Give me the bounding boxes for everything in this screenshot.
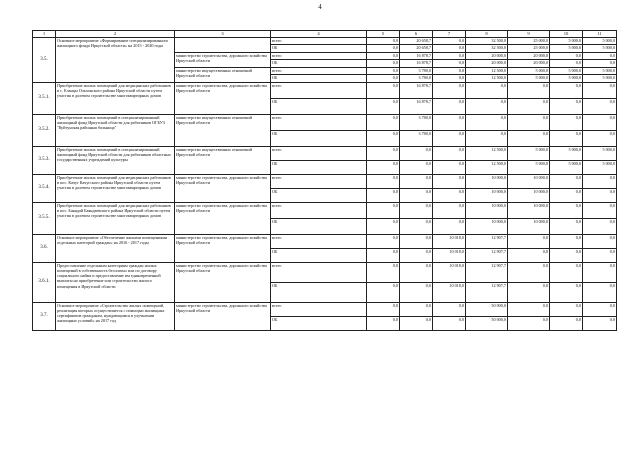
amount-cell: 0,0 xyxy=(508,114,550,130)
amount-cell: 10 000,0 xyxy=(508,174,550,188)
amount-cell: 0,0 xyxy=(367,60,400,68)
amount-cell: 20 658,7 xyxy=(400,37,433,45)
amount-cell: 0,0 xyxy=(367,248,400,262)
amount-cell: 0,0 xyxy=(550,282,583,302)
section-number: 3.5.2. xyxy=(33,114,56,146)
amount-cell: 0,0 xyxy=(400,160,433,174)
amount-cell: 0,0 xyxy=(583,60,617,68)
amount-cell: 5 000,0 xyxy=(550,37,583,45)
amount-cell: 3 780,0 xyxy=(400,114,433,130)
table-row xyxy=(33,114,617,130)
funding-level: всего xyxy=(271,234,367,248)
column-number: 3 xyxy=(175,31,271,38)
funding-level: ОБ xyxy=(271,160,367,174)
amount-cell: 0,0 xyxy=(367,174,400,188)
amount-cell: 0,0 xyxy=(550,130,583,146)
amount-cell: 0,0 xyxy=(367,282,400,302)
amount-cell: 10 000,0 xyxy=(466,202,508,218)
amount-cell: 0,0 xyxy=(433,75,466,83)
amount-cell: 0,0 xyxy=(400,234,433,248)
table-row xyxy=(33,146,617,160)
funding-level: ОБ xyxy=(271,130,367,146)
amount-cell: 25 000,0 xyxy=(508,45,550,53)
budget-table xyxy=(32,30,617,331)
amount-cell: 5 000,0 xyxy=(550,45,583,53)
section-name: Приобретение жилых помещений для медицинских работников в пос. Качуг Качугского района Иркутской области путем участия в долевом строительстве многоквартирных домов xyxy=(56,174,175,202)
amount-cell: 0,0 xyxy=(583,52,617,60)
funding-level: ОБ xyxy=(271,316,367,330)
section-number: 3.5.4. xyxy=(33,174,56,202)
funding-level: всего xyxy=(271,52,367,60)
amount-cell: 0,0 xyxy=(550,302,583,316)
column-number: 10 xyxy=(550,31,583,38)
section-number: 3.5.1. xyxy=(33,82,56,114)
funding-level: ОБ xyxy=(271,282,367,302)
section-number: 3.5.5. xyxy=(33,202,56,234)
funding-level: ОБ xyxy=(271,248,367,262)
amount-cell: 12 500,0 xyxy=(466,75,508,83)
amount-cell: 12 907,7 xyxy=(466,262,508,282)
amount-cell: 0,0 xyxy=(550,98,583,114)
amount-cell: 10 018,0 xyxy=(433,262,466,282)
column-number-row xyxy=(33,31,617,38)
amount-cell: 0,0 xyxy=(433,67,466,75)
funding-level: всего xyxy=(271,302,367,316)
amount-cell: 0,0 xyxy=(583,234,617,248)
funding-level: ОБ xyxy=(271,218,367,234)
amount-cell: 0,0 xyxy=(433,146,466,160)
table-body xyxy=(33,31,617,331)
amount-cell: 5 000,0 xyxy=(508,75,550,83)
amount-cell: 0,0 xyxy=(583,188,617,202)
amount-cell: 0,0 xyxy=(400,316,433,330)
amount-cell: 16 878,7 xyxy=(400,60,433,68)
amount-cell: 10 018,0 xyxy=(433,282,466,302)
amount-cell: 16 878,7 xyxy=(400,82,433,98)
amount-cell: 0,0 xyxy=(400,202,433,218)
executor: министерство строительства, дорожного хозяйства Иркутской области xyxy=(175,302,271,330)
amount-cell: 0,0 xyxy=(433,160,466,174)
amount-cell: 3 780,0 xyxy=(400,130,433,146)
amount-cell: 0,0 xyxy=(367,188,400,202)
amount-cell: 0,0 xyxy=(508,98,550,114)
amount-cell: 0,0 xyxy=(400,248,433,262)
amount-cell: 0,0 xyxy=(367,146,400,160)
table-row xyxy=(33,174,617,188)
amount-cell: 0,0 xyxy=(466,130,508,146)
amount-cell: 0,0 xyxy=(583,302,617,316)
amount-cell: 20 000,0 xyxy=(508,52,550,60)
amount-cell: 0,0 xyxy=(508,282,550,302)
amount-cell: 0,0 xyxy=(400,302,433,316)
amount-cell: 3 780,0 xyxy=(400,75,433,83)
amount-cell: 0,0 xyxy=(583,316,617,330)
funding-level: всего xyxy=(271,67,367,75)
executor: министерство строительства, дорожного хозяйства Иркутской области xyxy=(175,52,271,67)
executor: министерство строительства, дорожного хозяйства Иркутской области xyxy=(175,262,271,302)
amount-cell: 5 000,0 xyxy=(583,37,617,45)
column-number: 1 xyxy=(33,31,56,38)
table-row xyxy=(33,234,617,248)
amount-cell: 0,0 xyxy=(583,130,617,146)
executor: министерство имущественных отношений Иркутской области xyxy=(175,67,271,82)
amount-cell: 0,0 xyxy=(583,248,617,262)
amount-cell: 0,0 xyxy=(508,82,550,98)
amount-cell: 0,0 xyxy=(433,45,466,53)
amount-cell: 12 500,0 xyxy=(466,160,508,174)
amount-cell: 5 000,0 xyxy=(583,146,617,160)
amount-cell: 32 500,0 xyxy=(466,37,508,45)
table-row xyxy=(33,302,617,316)
column-number: 9 xyxy=(508,31,550,38)
amount-cell: 0,0 xyxy=(433,302,466,316)
amount-cell: 0,0 xyxy=(433,202,466,218)
section-name: Приобретение жилых помещений для медицинских работников в пос. Баяндай Баяндаевского района Иркутской области путем участия в долевом строительстве многоквартирных домов xyxy=(56,202,175,234)
amount-cell: 16 878,7 xyxy=(400,52,433,60)
amount-cell: 16 878,7 xyxy=(400,98,433,114)
amount-cell: 10 000,0 xyxy=(508,202,550,218)
section-number: 3.5.3. xyxy=(33,146,56,174)
amount-cell: 0,0 xyxy=(367,75,400,83)
funding-level: всего xyxy=(271,82,367,98)
amount-cell: 0,0 xyxy=(367,45,400,53)
executor: министерство строительства, дорожного хозяйства Иркутской области xyxy=(175,234,271,262)
amount-cell: 32 500,0 xyxy=(466,45,508,53)
amount-cell: 0,0 xyxy=(433,60,466,68)
amount-cell: 0,0 xyxy=(433,52,466,60)
section-name: Основное мероприятие «Обеспечение жилыми помещениями отдельных категорий граждан» на 2016 - 2017 годы xyxy=(56,234,175,262)
amount-cell: 0,0 xyxy=(550,52,583,60)
amount-cell: 0,0 xyxy=(550,248,583,262)
column-number: 8 xyxy=(466,31,508,38)
amount-cell: 0,0 xyxy=(583,114,617,130)
amount-cell: 0,0 xyxy=(550,234,583,248)
amount-cell: 12 907,7 xyxy=(466,234,508,248)
table-row xyxy=(33,82,617,98)
funding-level: ОБ xyxy=(271,188,367,202)
amount-cell: 5 000,0 xyxy=(508,160,550,174)
amount-cell: 0,0 xyxy=(367,218,400,234)
amount-cell: 0,0 xyxy=(583,202,617,218)
section-name: Приобретение жилых помещений в специализированный жилищный фонд Иркутской области для работников ОГБУЗ "Куйтунская районная больница" xyxy=(56,114,175,146)
amount-cell: 10 000,0 xyxy=(466,218,508,234)
funding-level: всего xyxy=(271,262,367,282)
amount-cell: 5 000,0 xyxy=(550,146,583,160)
section-number: 3.5. xyxy=(33,37,56,82)
column-number: 4 xyxy=(271,31,367,38)
amount-cell: 5 000,0 xyxy=(508,67,550,75)
funding-level: ОБ xyxy=(271,75,367,83)
amount-cell: 0,0 xyxy=(583,282,617,302)
amount-cell: 5 000,0 xyxy=(550,75,583,83)
amount-cell: 20 000,0 xyxy=(466,60,508,68)
amount-cell: 0,0 xyxy=(400,146,433,160)
amount-cell: 5 000,0 xyxy=(508,146,550,160)
table-row xyxy=(33,202,617,218)
amount-cell: 0,0 xyxy=(433,174,466,188)
amount-cell: 0,0 xyxy=(583,218,617,234)
column-number: 5 xyxy=(367,31,400,38)
amount-cell: 0,0 xyxy=(400,218,433,234)
amount-cell: 0,0 xyxy=(367,67,400,75)
column-number: 7 xyxy=(433,31,466,38)
amount-cell: 10 018,0 xyxy=(433,234,466,248)
amount-cell: 0,0 xyxy=(367,52,400,60)
amount-cell: 0,0 xyxy=(550,316,583,330)
amount-cell: 5 000,0 xyxy=(550,67,583,75)
funding-level: всего xyxy=(271,114,367,130)
funding-level: ОБ xyxy=(271,60,367,68)
amount-cell: 0,0 xyxy=(433,114,466,130)
section-name: Приобретение жилых помещений в специализированный жилищный фонд Иркутской области для работников областных государственных учреждений культуры xyxy=(56,146,175,174)
amount-cell: 0,0 xyxy=(466,114,508,130)
amount-cell: 0,0 xyxy=(433,316,466,330)
amount-cell: 0,0 xyxy=(550,60,583,68)
amount-cell: 0,0 xyxy=(433,37,466,45)
amount-cell: 12 907,7 xyxy=(466,248,508,262)
executor: министерство имущественных отношений Иркутской области xyxy=(175,146,271,174)
amount-cell: 25 000,0 xyxy=(508,37,550,45)
amount-cell: 10 000,0 xyxy=(466,188,508,202)
amount-cell: 0,0 xyxy=(367,160,400,174)
amount-cell: 10 018,0 xyxy=(433,248,466,262)
amount-cell: 5 000,0 xyxy=(583,75,617,83)
amount-cell: 0,0 xyxy=(367,82,400,98)
column-number: 11 xyxy=(583,31,617,38)
amount-cell: 20 000,0 xyxy=(508,60,550,68)
section-name: Основное мероприятие «Формирование специализированного жилищного фонда Иркутской области» на 2015 - 2020 годы xyxy=(56,37,175,82)
amount-cell: 3 780,0 xyxy=(400,67,433,75)
executor xyxy=(175,37,271,52)
amount-cell: 20 000,0 xyxy=(466,52,508,60)
column-number: 6 xyxy=(400,31,433,38)
executor: министерство строительства, дорожного хозяйства Иркутской области xyxy=(175,202,271,234)
section-name: Основное мероприятие «Строительство жилых помещений, реализация которых осуществляется с помощью жилищных сертификатов гражданам, нуждающимся в улучшении жилищных условий» на 2017 год xyxy=(56,302,175,330)
amount-cell: 0,0 xyxy=(508,302,550,316)
amount-cell: 0,0 xyxy=(550,262,583,282)
amount-cell: 5 000,0 xyxy=(550,160,583,174)
amount-cell: 50 000,0 xyxy=(466,302,508,316)
amount-cell: 0,0 xyxy=(508,234,550,248)
amount-cell: 0,0 xyxy=(508,316,550,330)
amount-cell: 0,0 xyxy=(367,262,400,282)
amount-cell: 0,0 xyxy=(508,130,550,146)
amount-cell: 10 000,0 xyxy=(466,174,508,188)
amount-cell: 10 000,0 xyxy=(508,188,550,202)
amount-cell: 0,0 xyxy=(466,98,508,114)
page-number: 4 xyxy=(318,3,322,11)
amount-cell: 0,0 xyxy=(367,302,400,316)
amount-cell: 0,0 xyxy=(400,262,433,282)
amount-cell: 5 000,0 xyxy=(583,45,617,53)
amount-cell: 0,0 xyxy=(508,248,550,262)
amount-cell: 12 500,0 xyxy=(466,146,508,160)
amount-cell: 0,0 xyxy=(433,188,466,202)
table-row xyxy=(33,37,617,45)
amount-cell: 0,0 xyxy=(367,114,400,130)
amount-cell: 0,0 xyxy=(583,262,617,282)
amount-cell: 50 000,0 xyxy=(466,316,508,330)
executor: министерство имущественных отношений Иркутской области xyxy=(175,114,271,146)
amount-cell: 20 658,7 xyxy=(400,45,433,53)
section-number: 3.6. xyxy=(33,234,56,262)
section-number: 3.7. xyxy=(33,302,56,330)
amount-cell: 0,0 xyxy=(583,98,617,114)
section-name: Приобретение жилых помещений для медицинских работников в с. Еланцы Ольхонского района Иркутской области путем участия в долевом строительстве многоквартирных домов xyxy=(56,82,175,114)
funding-level: ОБ xyxy=(271,45,367,53)
amount-cell: 0,0 xyxy=(433,130,466,146)
funding-level: всего xyxy=(271,174,367,188)
amount-cell: 0,0 xyxy=(400,188,433,202)
amount-cell: 0,0 xyxy=(367,316,400,330)
section-name: Предоставление отдельным категориям граждан жилых помещений в собственность бесплатно или по договору социального найма и предоставление им единовременной выплаты на приобретение или строительство жилого помещения в Иркутской области xyxy=(56,262,175,302)
amount-cell: 0,0 xyxy=(550,114,583,130)
amount-cell: 0,0 xyxy=(433,218,466,234)
amount-cell: 5 000,0 xyxy=(583,67,617,75)
column-number: 2 xyxy=(56,31,175,38)
amount-cell: 0,0 xyxy=(508,262,550,282)
amount-cell: 0,0 xyxy=(433,82,466,98)
funding-level: ОБ xyxy=(271,98,367,114)
amount-cell: 0,0 xyxy=(583,82,617,98)
amount-cell: 0,0 xyxy=(367,130,400,146)
amount-cell: 0,0 xyxy=(400,282,433,302)
amount-cell: 12 500,0 xyxy=(466,67,508,75)
amount-cell: 0,0 xyxy=(367,37,400,45)
amount-cell: 10 000,0 xyxy=(508,218,550,234)
amount-cell: 0,0 xyxy=(367,98,400,114)
amount-cell: 0,0 xyxy=(583,174,617,188)
executor: министерство строительства, дорожного хозяйства Иркутской области xyxy=(175,174,271,202)
section-number: 3.6.1. xyxy=(33,262,56,302)
amount-cell: 0,0 xyxy=(433,98,466,114)
amount-cell: 0,0 xyxy=(550,82,583,98)
amount-cell: 0,0 xyxy=(367,234,400,248)
amount-cell: 0,0 xyxy=(400,174,433,188)
amount-cell: 0,0 xyxy=(466,82,508,98)
table-row xyxy=(33,262,617,282)
amount-cell: 0,0 xyxy=(550,188,583,202)
funding-level: всего xyxy=(271,202,367,218)
executor: министерство строительства, дорожного хозяйства Иркутской области xyxy=(175,82,271,114)
funding-level: всего xyxy=(271,37,367,45)
amount-cell: 12 907,7 xyxy=(466,282,508,302)
amount-cell: 0,0 xyxy=(550,174,583,188)
amount-cell: 0,0 xyxy=(367,202,400,218)
funding-level: всего xyxy=(271,146,367,160)
amount-cell: 0,0 xyxy=(550,202,583,218)
amount-cell: 0,0 xyxy=(550,218,583,234)
amount-cell: 5 000,0 xyxy=(583,160,617,174)
